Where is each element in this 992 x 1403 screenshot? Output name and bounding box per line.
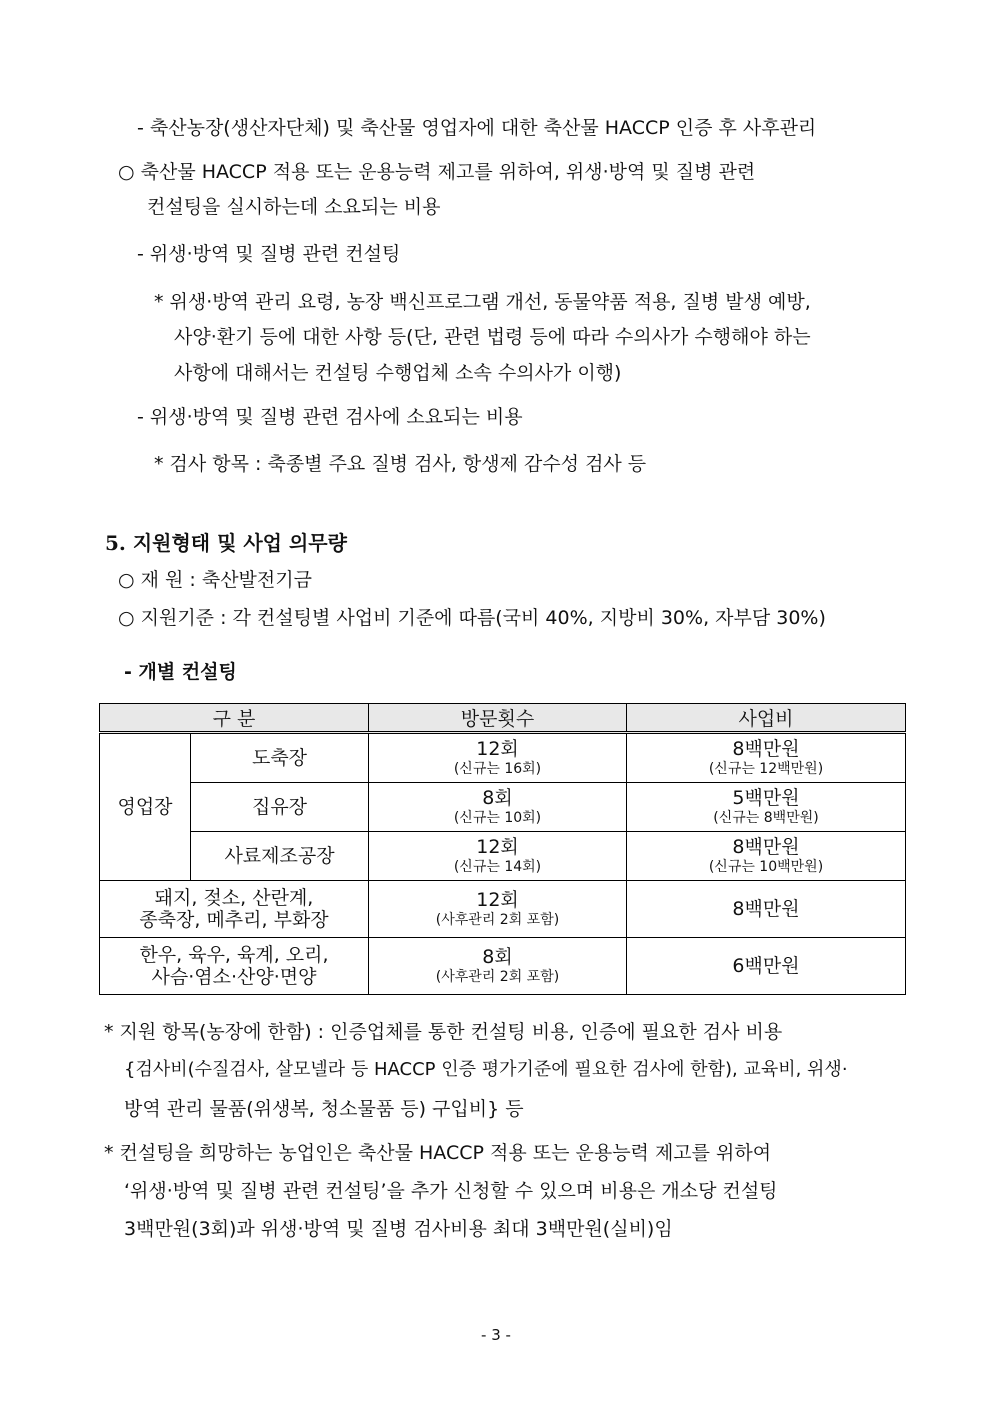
row-visits: 8회 (사후관리 2회 포함) — [369, 938, 627, 995]
row-visits: 12회 (신규는 16회) — [369, 733, 627, 783]
row-cost: 8백만원 (신규는 10백만원) — [627, 832, 906, 881]
row-name-milk-collection: 집유장 — [191, 783, 369, 832]
group-label-business: 영업장 — [100, 733, 191, 881]
intro-dash-hygiene-consulting: - 위생·방역 및 질병 관련 컨설팅 — [137, 243, 401, 265]
consulting-support-table — [99, 703, 906, 995]
row-visits: 12회 (신규는 14회) — [369, 832, 627, 881]
row-name-cattle-poultry-farms: 한우, 육우, 육계, 오리, 사슴·염소·산양·면양 — [100, 938, 369, 995]
note-support-items-line1: * 지원 항목(농장에 한함) : 인증업체를 통한 컨설팅 비용, 인증에 필요한 검사 비용 — [104, 1021, 783, 1043]
table-row — [100, 881, 906, 938]
support-criteria: ○ 지원기준 : 각 컨설팅별 사업비 기준에 따름(국비 40%, 지방비 30%, 자부담 30%) — [118, 607, 826, 629]
intro-dash-inspection-cost: - 위생·방역 및 질병 관련 검사에 소요되는 비용 — [137, 406, 523, 428]
note-support-items-line3: 방역 관리 물품(위생복, 청소물품 등) 구입비} 등 — [124, 1098, 524, 1120]
intro-star-note-line3: 사항에 대해서는 컨설팅 수행업체 소속 수의사가 이행) — [174, 362, 622, 384]
note-additional-consulting-line3: 3백만원(3회)과 위생·방역 및 질병 검사비용 최대 3백만원(실비)임 — [124, 1218, 673, 1240]
intro-bullet-consulting-cost-line1: ○ 축산물 HACCP 적용 또는 운용능력 제고를 위하여, 위생·방역 및 질병 관련 — [118, 161, 756, 183]
row-cost: 5백만원 (신규는 8백만원) — [627, 783, 906, 832]
page-number: - 3 - — [481, 1326, 511, 1344]
row-cost: 8백만원 — [627, 881, 906, 938]
header-category: 구 분 — [100, 704, 369, 733]
row-name-feed-factory: 사료제조공장 — [191, 832, 369, 881]
table-row — [100, 733, 906, 783]
intro-star-inspection-items: * 검사 항목 : 축종별 주요 질병 검사, 항생제 감수성 검사 등 — [154, 453, 647, 475]
row-name-slaughterhouse: 도축장 — [191, 733, 369, 783]
note-support-items-line2: {검사비(수질검사, 살모넬라 등 HACCP 인증 평가기준에 필요한 검사에 한함), 교육비, 위생· — [124, 1059, 848, 1080]
individual-consulting-subheading: - 개별 컨설팅 — [124, 661, 237, 683]
note-additional-consulting-line1: * 컨설팅을 희망하는 농업인은 축산물 HACCP 적용 또는 운용능력 제고를 위하여 — [104, 1142, 772, 1164]
table-row — [100, 783, 906, 832]
table-header-row — [100, 704, 906, 733]
table-row — [100, 832, 906, 881]
row-cost: 6백만원 — [627, 938, 906, 995]
row-name-pig-dairy-farms: 돼지, 젖소, 산란계, 종축장, 메추리, 부화장 — [100, 881, 369, 938]
section-5-title: 5. 지원형태 및 사업 의무량 — [105, 531, 347, 555]
intro-star-note-line2: 사양·환기 등에 대한 사항 등(단, 관련 법령 등에 따라 수의사가 수행해야 하는 — [174, 326, 811, 348]
note-additional-consulting-line2: ‘위생·방역 및 질병 관련 컨설팅’을 추가 신청할 수 있으며 비용은 개소당 컨설팅 — [124, 1180, 778, 1202]
header-cost: 사업비 — [627, 704, 906, 733]
row-cost: 8백만원 (신규는 12백만원) — [627, 733, 906, 783]
header-visits: 방문횟수 — [369, 704, 627, 733]
row-visits: 8회 (신규는 10회) — [369, 783, 627, 832]
table-row — [100, 938, 906, 995]
intro-line-haccp-post-management: - 축산농장(생산자단체) 및 축산물 영업자에 대한 축산물 HACCP 인증 후 사후관리 — [137, 117, 817, 139]
row-visits: 12회 (사후관리 2회 포함) — [369, 881, 627, 938]
intro-bullet-consulting-cost-line2: 컨설팅을 실시하는데 소요되는 비용 — [147, 196, 441, 218]
funding-source: ○ 재 원 : 축산발전기금 — [118, 569, 312, 591]
intro-star-note-line1: * 위생·방역 관리 요령, 농장 백신프로그램 개선, 동물약품 적용, 질병 발생 예방, — [154, 291, 811, 313]
